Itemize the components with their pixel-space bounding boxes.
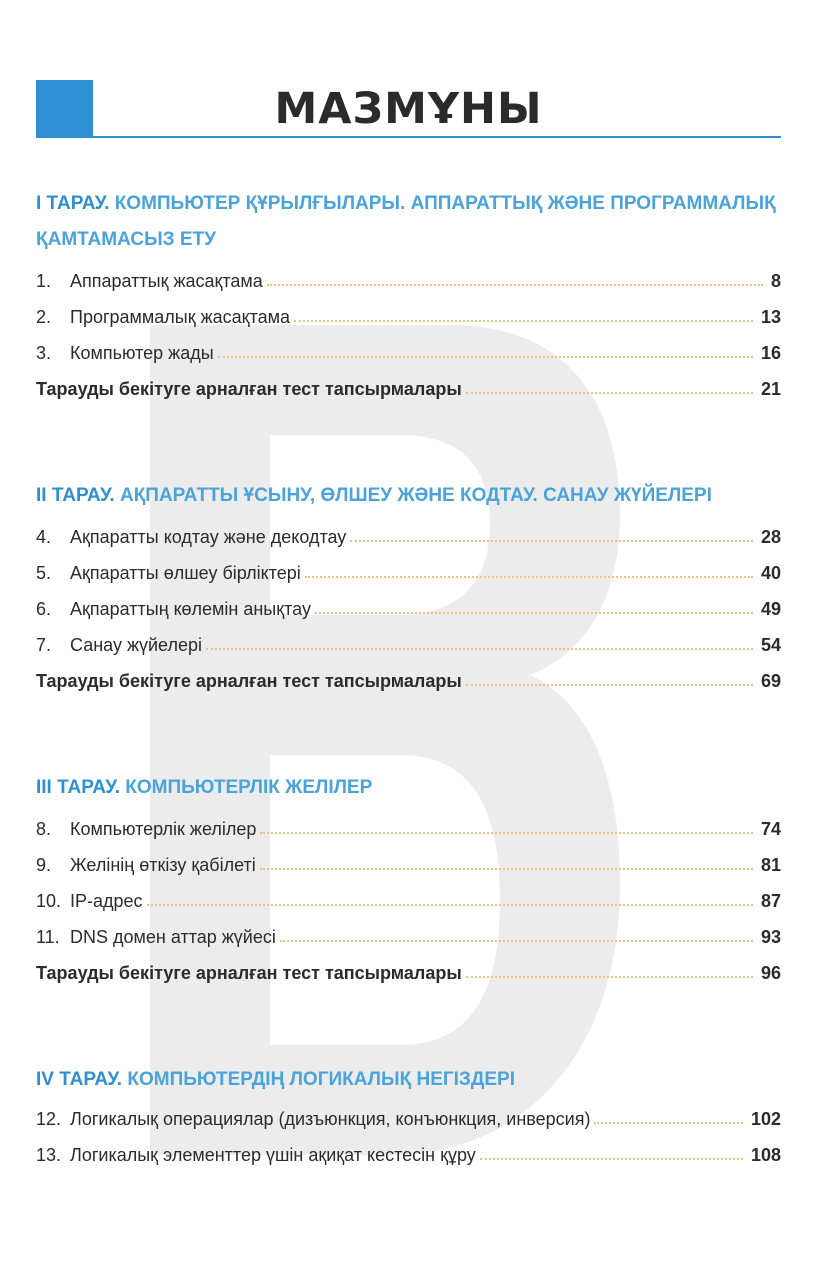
dot-leader <box>466 684 753 686</box>
item-number: 13. <box>36 1145 62 1165</box>
item-page: 16 <box>760 343 781 363</box>
dot-leader <box>260 868 753 870</box>
toc-item-10[interactable] <box>36 882 781 912</box>
item-number: 11. <box>36 927 60 947</box>
item-page: 13 <box>760 307 781 327</box>
item-page: 93 <box>760 927 781 947</box>
dot-leader <box>260 832 753 834</box>
item-number: 3. <box>36 343 52 363</box>
item-title: IP-адрес <box>70 891 143 911</box>
item-number: 1. <box>36 271 52 291</box>
summary-page: 96 <box>760 963 781 983</box>
summary-page: 21 <box>760 379 781 399</box>
toc-item-3[interactable] <box>36 334 781 364</box>
toc-item-12[interactable] <box>36 1100 781 1130</box>
item-title: Желінің өткізу қабілеті <box>70 855 256 875</box>
header <box>36 80 781 138</box>
chapter-2-title <box>36 478 781 514</box>
item-title: Программалық жасақтама <box>70 307 290 327</box>
dot-leader <box>480 1158 743 1160</box>
item-number: 9. <box>36 855 52 875</box>
item-number: 8. <box>36 819 52 839</box>
item-page: 40 <box>760 563 781 583</box>
toc-item-1[interactable] <box>36 262 781 292</box>
item-page: 81 <box>760 855 781 875</box>
dot-leader <box>267 284 763 286</box>
toc-summary-1[interactable] <box>36 370 781 400</box>
chapter-title-line1: КОМПЬЮТЕР ҚҰРЫЛҒЫЛАРЫ. АППАРАТТЫҚ ЖӘНЕ ПРОГРАММАЛЫҚ <box>114 193 776 214</box>
item-number: 5. <box>36 563 52 583</box>
header-underline <box>93 136 781 138</box>
summary-title: Тарауды бекітуге арналған тест тапсырмалары <box>36 671 462 691</box>
item-number: 7. <box>36 635 52 655</box>
dot-leader <box>315 612 753 614</box>
publisher-logo-watermark <box>150 325 620 1155</box>
item-number: 6. <box>36 599 52 619</box>
toc-item-7[interactable] <box>36 626 781 656</box>
toc-item-11[interactable] <box>36 918 781 948</box>
item-title: Ақпаратты кодтау және декодтау <box>70 527 347 547</box>
toc-item-5[interactable] <box>36 554 781 584</box>
item-page: 87 <box>760 891 781 911</box>
chapter-number: IV ТАРАУ. <box>36 1069 123 1090</box>
chapter-1-title-cont <box>36 222 781 258</box>
toc-summary-3[interactable] <box>36 954 781 984</box>
dot-leader <box>206 648 753 650</box>
item-page: 8 <box>770 271 781 291</box>
dot-leader <box>305 576 753 578</box>
item-page: 49 <box>760 599 781 619</box>
item-title: Логикалық элементтер үшін ақиқат кестесін құру <box>70 1145 476 1165</box>
summary-page: 69 <box>760 671 781 691</box>
item-title: Санау жүйелері <box>70 635 202 655</box>
dot-leader <box>594 1122 743 1124</box>
dot-leader <box>218 356 753 358</box>
chapter-number: II ТАРАУ. <box>36 485 115 506</box>
dot-leader <box>466 976 753 978</box>
item-number: 12. <box>36 1109 62 1129</box>
dot-leader <box>280 940 753 942</box>
summary-title: Тарауды бекітуге арналған тест тапсырмалары <box>36 963 462 983</box>
toc-summary-2[interactable] <box>36 662 781 692</box>
toc-item-6[interactable] <box>36 590 781 620</box>
item-page: 28 <box>760 527 781 547</box>
item-title: DNS домен аттар жүйесі <box>70 927 276 947</box>
chapter-title-line1: АҚПАРАТТЫ ҰСЫНУ, ӨЛШЕУ ЖӘНЕ КОДТАУ. САНАУ ЖҮЙЕЛЕРІ <box>119 485 712 506</box>
item-number: 2. <box>36 307 52 327</box>
dot-leader <box>350 540 753 542</box>
item-title: Ақпаратты өлшеу бірліктері <box>70 563 301 583</box>
toc-item-9[interactable] <box>36 846 781 876</box>
dot-leader <box>466 392 753 394</box>
chapter-title-line2: ҚАМТАМАСЫЗ ЕТУ <box>36 229 216 250</box>
chapter-3-title <box>36 770 781 806</box>
chapter-1-title <box>36 186 781 222</box>
item-title: Ақпараттың көлемін анықтау <box>70 599 311 619</box>
chapter-number: I ТАРАУ. <box>36 193 110 214</box>
item-number: 4. <box>36 527 52 547</box>
dot-leader <box>294 320 753 322</box>
summary-title: Тарауды бекітуге арналған тест тапсырмалары <box>36 379 462 399</box>
dot-leader <box>147 904 753 906</box>
chapter-title-line1: КОМПЬЮТЕРДІҢ ЛОГИКАЛЫҚ НЕГІЗДЕРІ <box>127 1069 515 1090</box>
chapter-title-line1: КОМПЬЮТЕРЛІК ЖЕЛІЛЕР <box>125 777 373 798</box>
chapter-number: III ТАРАУ. <box>36 777 120 798</box>
toc-item-4[interactable] <box>36 518 781 548</box>
item-page: 74 <box>760 819 781 839</box>
item-title: Логикалық операциялар (дизъюнкция, конъюнкция, инверсия) <box>70 1109 591 1129</box>
chapter-4-title <box>36 1062 781 1098</box>
item-page: 54 <box>760 635 781 655</box>
toc-item-2[interactable] <box>36 298 781 328</box>
item-page: 102 <box>750 1109 781 1129</box>
item-title: Аппараттық жасақтама <box>70 271 263 291</box>
item-page: 108 <box>750 1145 781 1165</box>
toc-item-13[interactable] <box>36 1136 781 1166</box>
page-title: МАЗМҰНЫ <box>274 84 543 134</box>
toc-item-8[interactable] <box>36 810 781 840</box>
item-number: 10. <box>36 891 62 911</box>
item-title: Компьютерлік желілер <box>70 819 257 839</box>
item-title: Компьютер жады <box>70 343 214 363</box>
